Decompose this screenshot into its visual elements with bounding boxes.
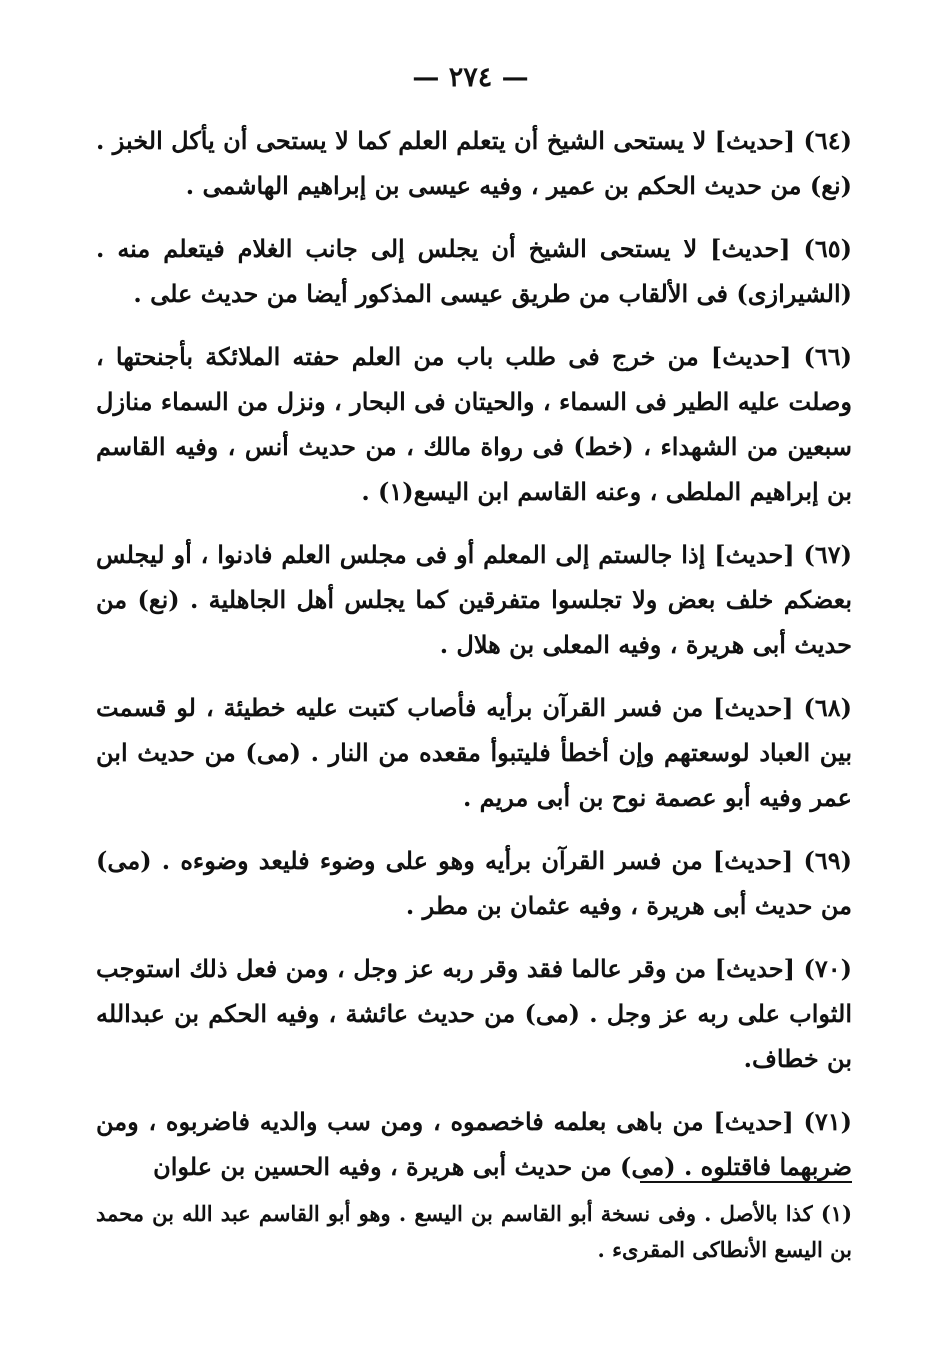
entry-text: [حديث] من فسر القرآن برأيه فأصاب كتبت عليه خطيئة ، لو قسمت بين العباد لوسعتهم وإن أخطأ فليتبوأ مقعده من النار . (مى) من حديث ابن عمر وفيه أبو عصمة نوح بن أبى مريم . <box>96 693 852 812</box>
page-number: — ٢٧٤ — <box>412 62 529 93</box>
entry-text: [حديث] من باهى بعلمه فاخصموه ، ومن سب والديه فاضربوه ، ومن ضربهما فاقتلوه . (مى) من حديث أبى هريرة ، وفيه الحسين بن علوان <box>96 1107 852 1181</box>
hadith-entries <box>96 118 852 1207</box>
entry-number: (٦٧) <box>803 540 852 569</box>
hadith-entry-69 <box>96 838 852 928</box>
hadith-entry-67 <box>96 532 852 667</box>
entry-text: [حديث] من وقر عالما فقد وقر ربه عز وجل ، ومن فعل ذلك استوجب الثواب على ربه عز وجل . (مى) من حديث عائشة ، وفيه الحكم بن عبدالله بن خطاف. <box>96 954 852 1073</box>
footnote <box>96 1196 852 1268</box>
entry-number: (٧١) <box>803 1107 852 1136</box>
entry-number: (٦٩) <box>803 846 852 875</box>
footnote-text: كذا بالأصل . وفى نسخة أبو القاسم بن اليسع . وهو أبو القاسم عبد الله بن محمد بن اليسع الأنطاكى المقرىء . <box>96 1201 852 1262</box>
hadith-entry-70 <box>96 946 852 1081</box>
entry-text: [حديث] لا يستحى الشيخ أن يتعلم العلم كما لا يستحى أن يأكل الخبز . (نع) من حديث الحكم بن عمير ، وفيه عيسى بن إبراهيم الهاشمى . <box>96 126 852 200</box>
entry-text: [حديث] من خرج فى طلب باب من العلم حفته الملائكة بأجنحتها ، وصلت عليه الطير فى السماء ، والحيتان فى البحار ، ونزل من السماء منازل سبعين من الشهداء ، (خط) فى رواة مالك ، من حديث أنس ، وفيه القاسم بن إبراهيم الملطى ، وعنه القاسم ابن اليسع(١) . <box>96 342 852 506</box>
entry-number: (٦٦) <box>803 342 853 371</box>
hadith-entry-64 <box>96 118 852 208</box>
hadith-entry-71 <box>96 1099 852 1189</box>
entry-number: (٧٠) <box>803 954 852 983</box>
hadith-entry-65 <box>96 226 852 316</box>
entry-text: [حديث] إذا جالستم إلى المعلم أو فى مجلس العلم فادنوا ، أو ليجلس بعضكم خلف بعض ولا تجلسوا متفرقين كما يجلس أهل الجاهلية . (نع) من حديث أبى هريرة ، وفيه المعلى بن هلال . <box>96 540 852 659</box>
footnote-divider <box>640 1181 852 1183</box>
entry-text: [حديث] من فسر القرآن برأيه وهو على وضوء فليعد وضوءه . (مى) من حديث أبى هريرة ، وفيه عثمان بن مطر . <box>96 846 852 920</box>
entry-text: [حديث] لا يستحى الشيخ أن يجلس إلى جانب الغلام فيتعلم منه . (الشيرازى) فى الألقاب من طريق عيسى المذكور أيضا من حديث على . <box>96 234 852 308</box>
entry-number: (٦٥) <box>803 234 852 263</box>
hadith-entry-68 <box>96 685 852 820</box>
entry-number: (٦٨) <box>803 693 853 722</box>
entry-number: (٦٤) <box>803 126 853 155</box>
hadith-entry-66 <box>96 334 852 514</box>
footnote-number: (١) <box>820 1201 852 1226</box>
